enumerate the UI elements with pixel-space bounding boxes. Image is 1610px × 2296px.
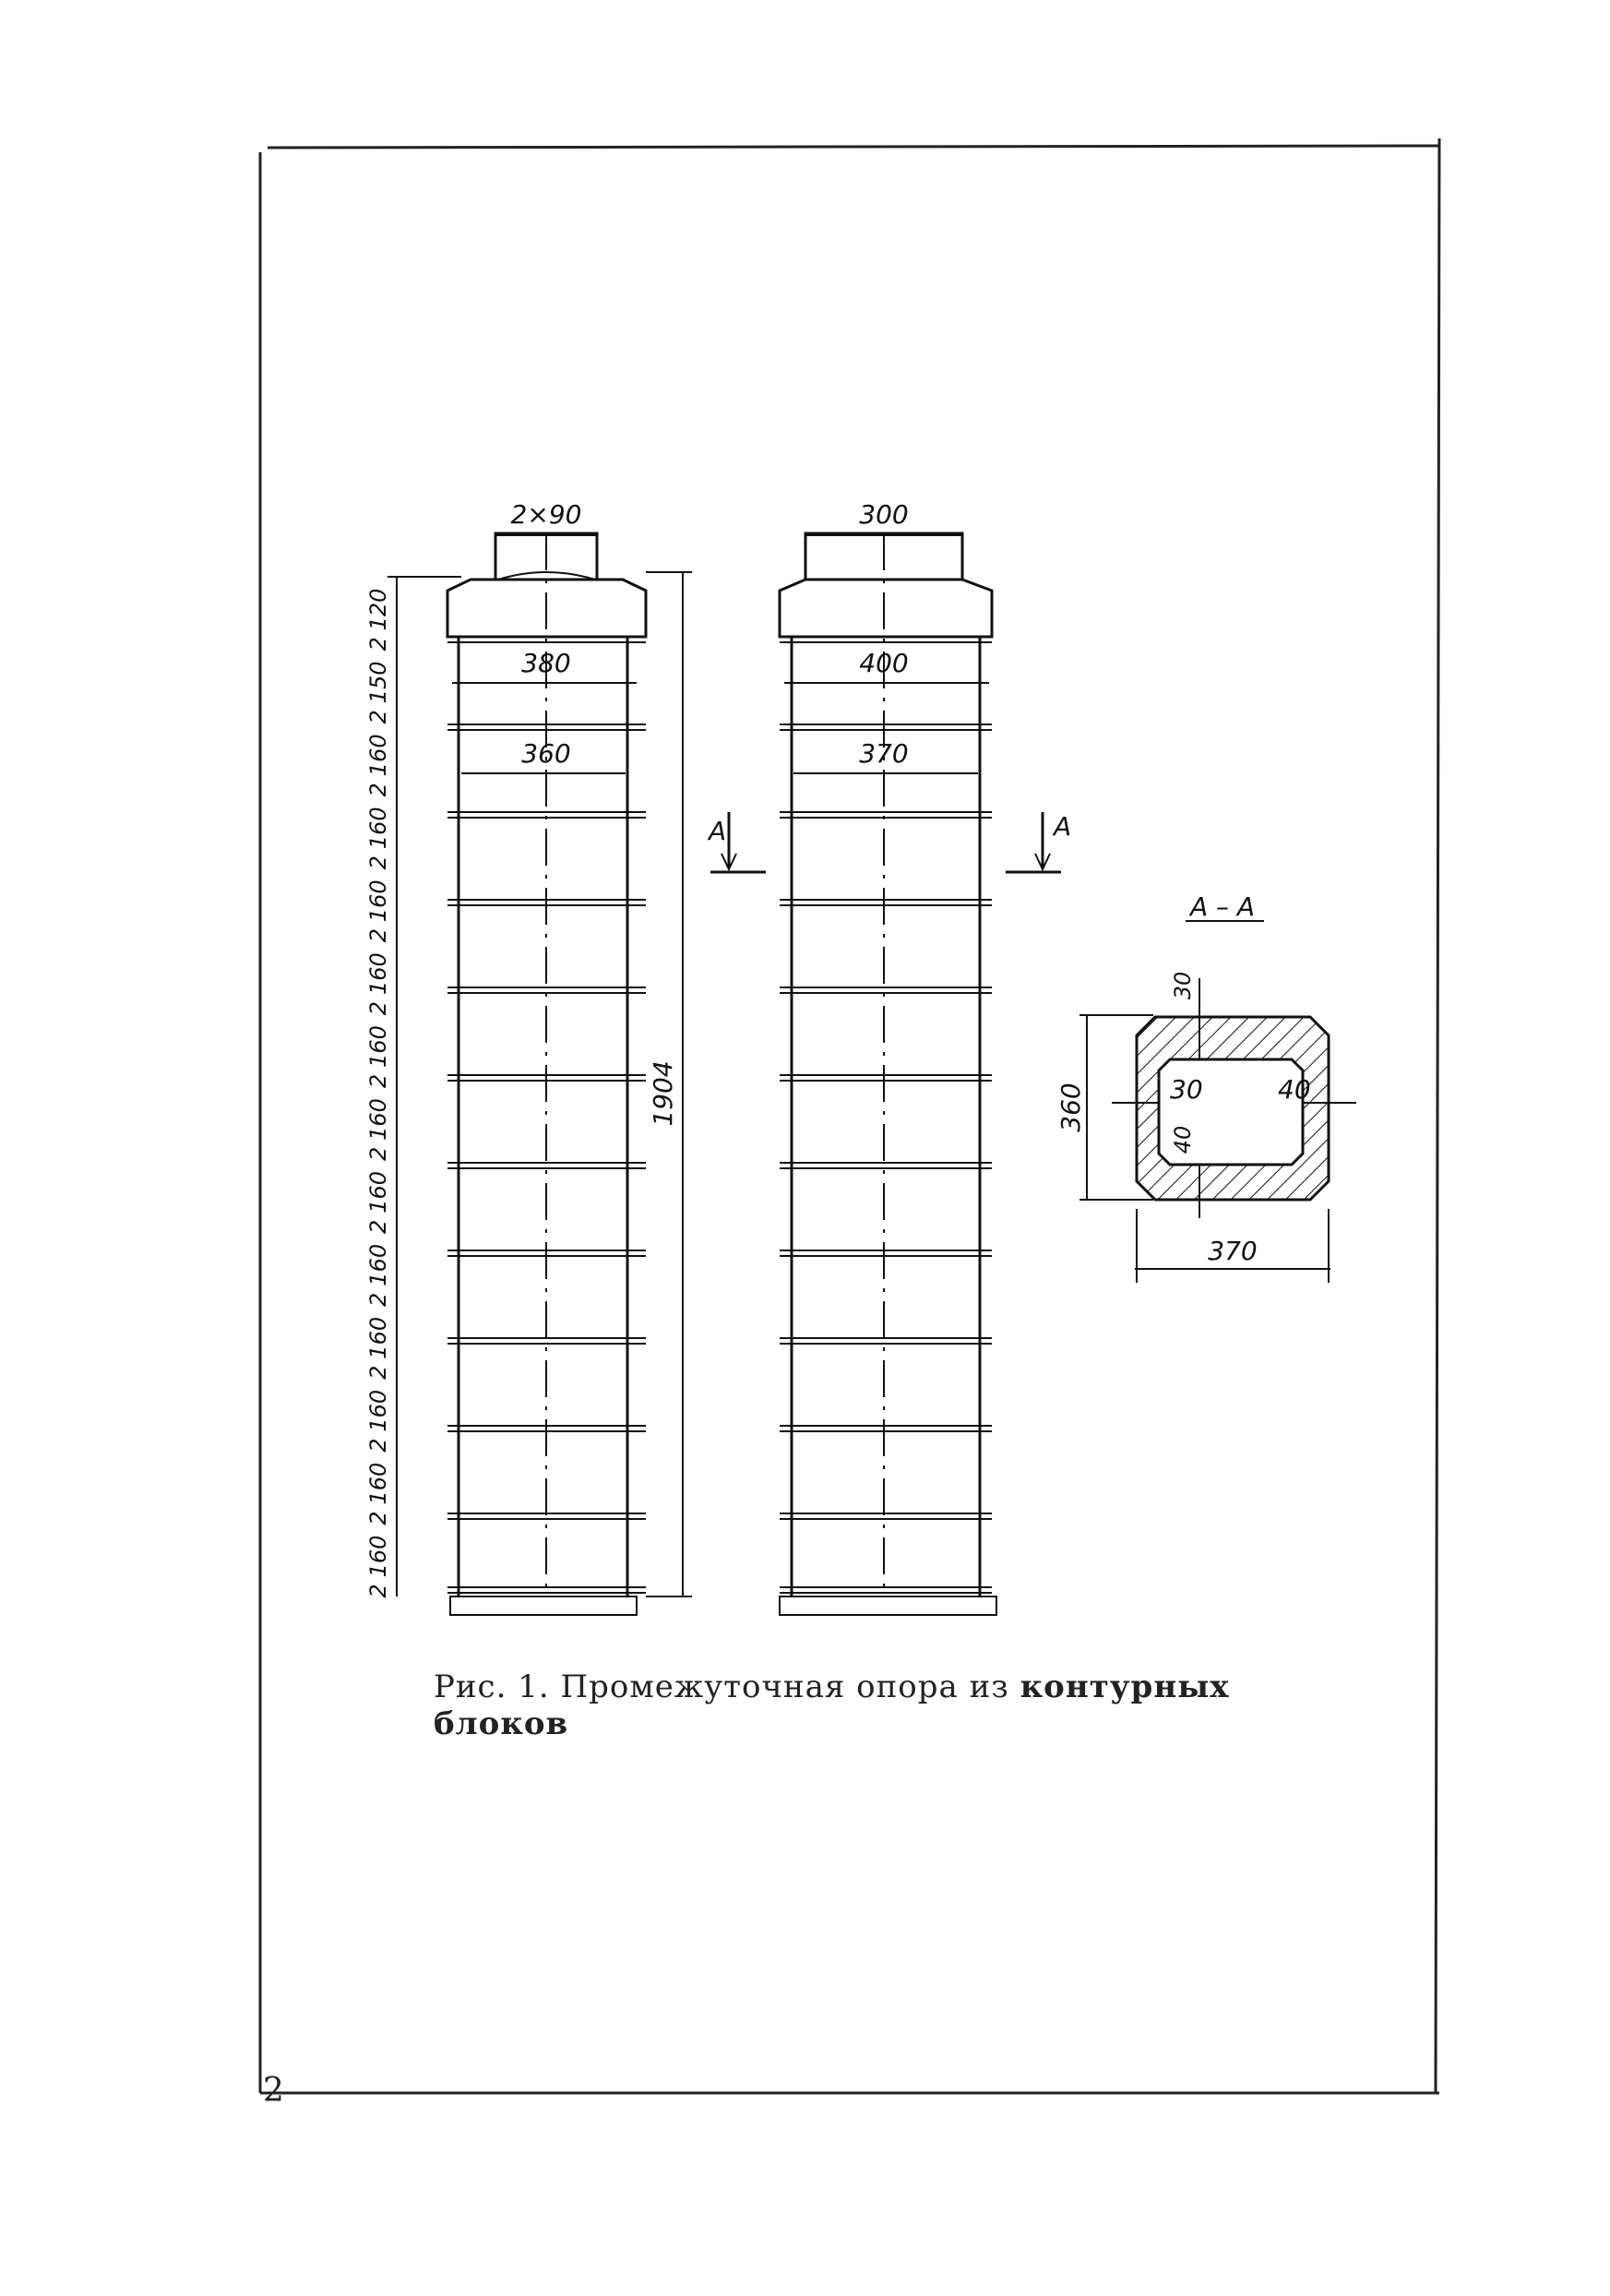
section-marker-left-label: A — [709, 816, 727, 846]
section-bottom-wall-label: 40 — [1170, 1125, 1196, 1154]
right-body-width-label: 370 — [859, 738, 909, 769]
block-height-label: 160 — [365, 1170, 391, 1214]
block-height-label: 160 — [365, 1025, 391, 1068]
figure-caption — [434, 1668, 1301, 1742]
section-marker-right-label: A — [1054, 811, 1072, 842]
joint-gap-label: 2 — [365, 637, 391, 652]
block-height-label: 160 — [365, 952, 391, 996]
joint-gap-label: 2 — [365, 1292, 391, 1307]
block-height-label: 160 — [365, 1535, 391, 1578]
joint-gap-label: 2 — [365, 1438, 391, 1453]
cross-section — [1137, 1017, 1329, 1200]
joint-gap-label: 2 — [365, 1584, 391, 1598]
joint-gap-label: 2 — [365, 1365, 391, 1380]
left-body-width-label: 360 — [521, 738, 571, 769]
joint-gap-label: 2 — [365, 1219, 391, 1235]
block-height-label: 160 — [365, 807, 391, 850]
joint-gap-label: 2 — [365, 710, 391, 724]
section-right-wall-label: 40 — [1278, 1074, 1311, 1105]
block-height-label: 160 — [365, 1462, 391, 1505]
section-marker-right — [1006, 812, 1061, 872]
section-width-label: 370 — [1208, 1236, 1258, 1266]
section-title: А – А — [1189, 891, 1256, 922]
joint-gap-label: 2 — [365, 1511, 391, 1525]
joint-gap-label: 2 — [365, 855, 391, 870]
block-height-label: 120 — [365, 588, 391, 631]
block-height-label: 150 — [365, 661, 391, 704]
block-height-label: 160 — [365, 879, 391, 923]
block-height-label: 160 — [365, 1389, 391, 1432]
block-height-label: 160 — [365, 1316, 391, 1359]
joint-gap-label: 2 — [365, 1073, 391, 1089]
block-height-label: 160 — [365, 1243, 391, 1286]
right-support — [780, 533, 996, 1615]
left-support-labels — [365, 499, 678, 1598]
section-inner-wall-label: 30 — [1170, 1074, 1203, 1105]
page-number: 2 — [263, 2072, 284, 2110]
joint-gap-label: 2 — [365, 783, 391, 797]
section-height-label: 360 — [1055, 1082, 1086, 1132]
joint-gap-label: 2 — [365, 1146, 391, 1162]
left-top-width-label: 2×90 — [510, 499, 582, 530]
right-top-width-label: 300 — [859, 499, 909, 530]
joint-gap-label: 2 — [365, 1000, 391, 1016]
block-height-label: 160 — [365, 1098, 391, 1141]
joint-gap-label: 2 — [365, 927, 391, 943]
section-top-wall-label: 30 — [1170, 971, 1196, 1000]
left-height-label: 1904 — [648, 1060, 678, 1127]
caption-prefix: Рис. 1. Промежуточная опора из — [434, 1668, 1009, 1705]
caption-bold: контурных блоков — [434, 1668, 1230, 1742]
left-support — [388, 533, 692, 1615]
left-cap-width-label: 380 — [521, 648, 571, 678]
block-height-label: 160 — [365, 734, 391, 777]
right-cap-width-label: 400 — [859, 648, 909, 678]
page-frame — [260, 138, 1439, 2093]
